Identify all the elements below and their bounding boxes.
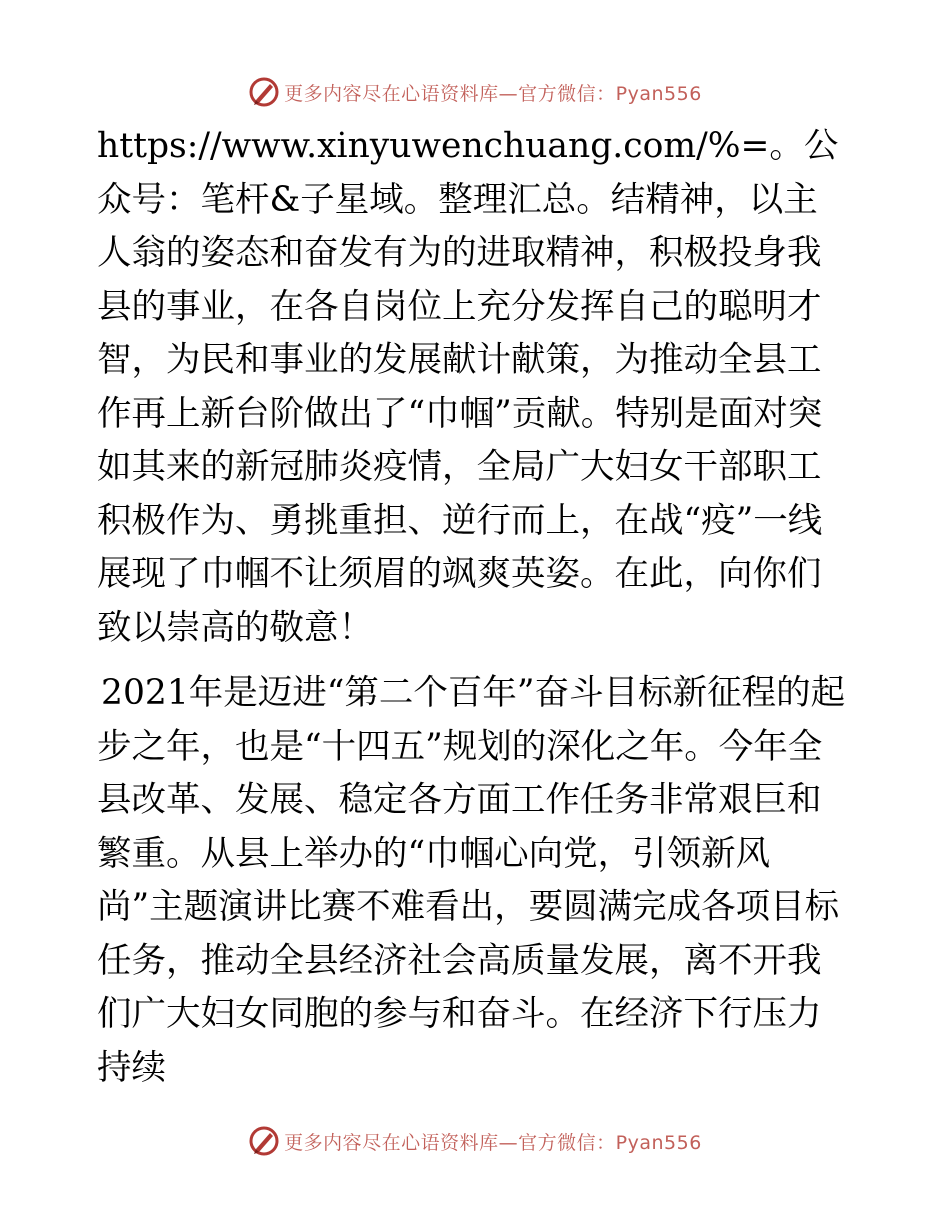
paragraph-1: https://www.xinyuwenchuang.com/%=。公众号：笔杆&子星域。整理汇总。结精神，以主人翁的姿态和奋发有为的进取精神，积极投身我县的事业，在各自岗位上充分发挥自己的聪明才智，为民和事业的发展献计献策，为推动全县工作再上新台阶做出了“巾帼”贡献。特别是面对突如其来的新冠肺炎疫情，全局广大妇女干部职工积极作为、勇挑重担、逆行而上，在战“疫”一线展现了巾帼不让须眉的飒爽英姿。在此，向你们致以崇高的敬意！ xyxy=(97,126,839,648)
pen-logo-icon xyxy=(248,1125,280,1157)
pen-logo-icon xyxy=(248,76,280,108)
header-watermark xyxy=(0,72,950,112)
header-watermark-text: 更多内容尽在心语资料库—官方微信：Pyan556 xyxy=(284,82,702,105)
footer-watermark xyxy=(0,1121,950,1161)
document-body xyxy=(97,120,849,1095)
paragraph-2: 2021年是迈进“第二个百年”奋斗目标新征程的起步之年，也是“十四五”规划的深化之年。今年全县改革、发展、稳定各方面工作任务非常艰巨和繁重。从县上举办的“巾帼心向党，引领新风尚”主题演讲比赛不难看出，要圆满完成各项目标任务，推动全县经济社会高质量发展，离不开我们广大妇女同胞的参与和奋斗。在经济下行压力持续 xyxy=(97,673,846,1088)
footer-watermark-text: 更多内容尽在心语资料库—官方微信：Pyan556 xyxy=(284,1131,702,1154)
